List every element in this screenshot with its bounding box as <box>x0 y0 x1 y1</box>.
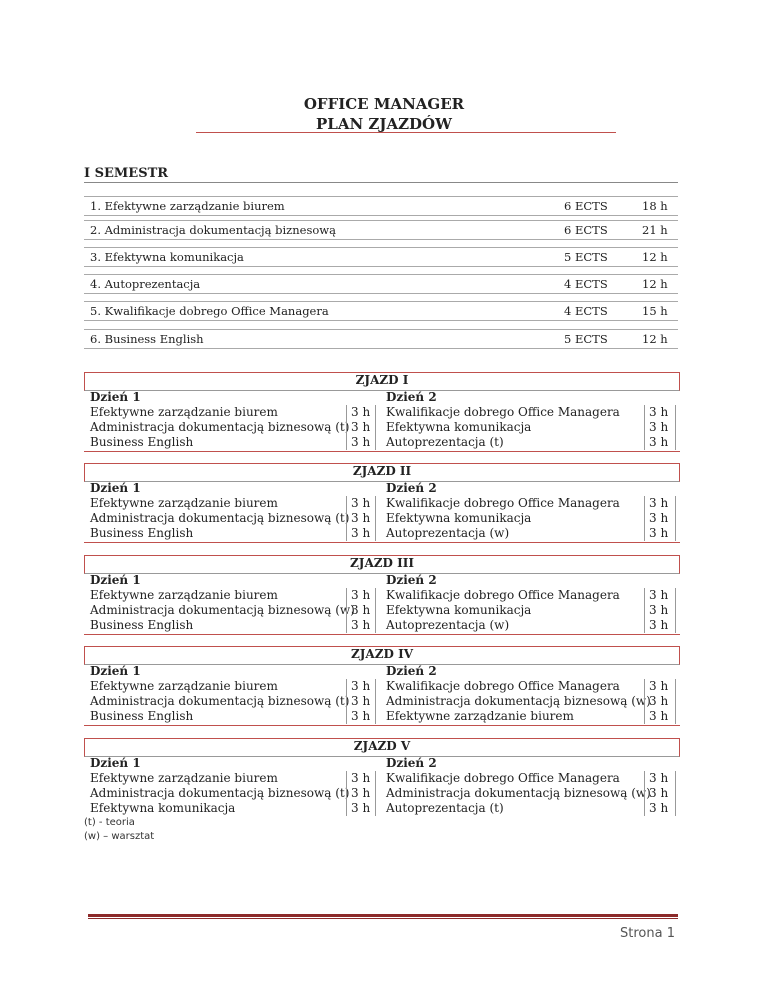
day2-hours: 3 h <box>644 435 676 450</box>
day1-hours: 3 h <box>346 679 376 694</box>
course-row <box>84 329 678 349</box>
day2-subject: Autoprezentacja (t) <box>386 435 504 449</box>
schedule-row <box>84 496 680 511</box>
day1-hours: 3 h <box>346 786 376 801</box>
day2-hours: 3 h <box>644 694 676 709</box>
zjazd-block <box>84 646 680 726</box>
title-divider <box>196 132 616 133</box>
day1-subject: Business English <box>90 618 194 632</box>
day1-hours: 3 h <box>346 618 376 633</box>
zjazd-block <box>84 738 680 818</box>
day2-label: Dzień 2 <box>386 390 437 404</box>
day1-subject: Efektywne zarządzanie biurem <box>90 679 278 693</box>
zjazd-block <box>84 372 680 452</box>
day1-hours: 3 h <box>346 435 376 450</box>
zjazd-divider <box>84 542 680 543</box>
day1-hours: 3 h <box>346 603 376 618</box>
day2-hours: 3 h <box>644 709 676 724</box>
day1-label: Dzień 1 <box>90 573 141 587</box>
day1-subject: Administracja dokumentacją biznesową (w) <box>90 603 355 617</box>
day2-label: Dzień 2 <box>386 481 437 495</box>
day2-hours: 3 h <box>644 786 676 801</box>
document-subtitle: PLAN ZJAZDÓW <box>316 115 452 133</box>
course-hours: 12 h <box>642 250 668 264</box>
day1-subject: Administracja dokumentacją biznesową (t) <box>90 420 350 434</box>
day1-subject: Efektywna komunikacja <box>90 801 236 815</box>
course-name: 4. Autoprezentacja <box>90 277 201 291</box>
zjazd-title: ZJAZD I <box>355 373 409 387</box>
day1-hours: 3 h <box>346 694 376 709</box>
day1-hours: 3 h <box>346 771 376 786</box>
day2-subject: Kwalifikacje dobrego Office Managera <box>386 771 620 785</box>
day2-label: Dzień 2 <box>386 573 437 587</box>
day1-hours: 3 h <box>346 709 376 724</box>
day2-subject: Efektywna komunikacja <box>386 511 532 525</box>
day2-subject: Efektywna komunikacja <box>386 603 532 617</box>
schedule-row <box>84 511 680 526</box>
schedule-row <box>84 786 680 801</box>
day1-hours: 3 h <box>346 405 376 420</box>
course-name: 5. Kwalifikacje dobrego Office Managera <box>90 304 329 318</box>
zjazd-divider <box>84 725 680 726</box>
day2-hours: 3 h <box>644 511 676 526</box>
course-hours: 15 h <box>642 304 668 318</box>
day2-hours: 3 h <box>644 420 676 435</box>
course-hours: 12 h <box>642 277 668 291</box>
zjazd-block <box>84 555 680 635</box>
course-ects: 5 ECTS <box>564 332 608 346</box>
course-ects: 6 ECTS <box>564 223 608 237</box>
day2-subject: Efektywna komunikacja <box>386 420 532 434</box>
day1-label: Dzień 1 <box>90 481 141 495</box>
day1-hours: 3 h <box>346 801 376 816</box>
day1-subject: Administracja dokumentacją biznesową (t) <box>90 511 350 525</box>
day2-subject: Kwalifikacje dobrego Office Managera <box>386 588 620 602</box>
schedule-row <box>84 694 680 709</box>
course-row <box>84 274 678 294</box>
zjazd-title: ZJAZD II <box>352 464 412 478</box>
day1-subject: Efektywne zarządzanie biurem <box>90 588 278 602</box>
course-row <box>84 220 678 240</box>
document-title: OFFICE MANAGER <box>303 95 465 113</box>
day2-hours: 3 h <box>644 405 676 420</box>
course-row <box>84 247 678 267</box>
schedule-row <box>84 801 680 816</box>
day2-label: Dzień 2 <box>386 756 437 770</box>
course-hours: 21 h <box>642 223 668 237</box>
zjazd-block <box>84 463 680 543</box>
schedule-row <box>84 679 680 694</box>
day1-subject: Business English <box>90 526 194 540</box>
day1-subject: Business English <box>90 709 194 723</box>
day1-subject: Administracja dokumentacją biznesową (t) <box>90 694 350 708</box>
schedule-row <box>84 709 680 724</box>
zjazd-title: ZJAZD III <box>350 556 414 570</box>
day2-subject: Autoprezentacja (w) <box>386 618 510 632</box>
footer-divider <box>88 914 678 917</box>
day1-hours: 3 h <box>346 588 376 603</box>
day2-hours: 3 h <box>644 771 676 786</box>
course-hours: 18 h <box>642 199 668 213</box>
day1-label: Dzień 1 <box>90 664 141 678</box>
course-row <box>84 196 678 216</box>
day2-subject: Efektywne zarządzanie biurem <box>386 709 574 723</box>
legend-workshop: (w) – warsztat <box>84 831 155 842</box>
course-name: 6. Business English <box>90 332 204 346</box>
day1-subject: Efektywne zarządzanie biurem <box>90 496 278 510</box>
page-number: Strona 1 <box>620 926 675 941</box>
day1-subject: Efektywne zarządzanie biurem <box>90 405 278 419</box>
day2-hours: 3 h <box>644 588 676 603</box>
day1-hours: 3 h <box>346 526 376 541</box>
day2-subject: Kwalifikacje dobrego Office Managera <box>386 496 620 510</box>
day1-subject: Efektywne zarządzanie biurem <box>90 771 278 785</box>
day2-hours: 3 h <box>644 801 676 816</box>
semester-divider <box>84 182 678 183</box>
day2-subject: Kwalifikacje dobrego Office Managera <box>386 405 620 419</box>
day2-subject: Autoprezentacja (t) <box>386 801 504 815</box>
day2-hours: 3 h <box>644 496 676 511</box>
day2-hours: 3 h <box>644 526 676 541</box>
schedule-row <box>84 618 680 633</box>
schedule-row <box>84 405 680 420</box>
day2-label: Dzień 2 <box>386 664 437 678</box>
day1-label: Dzień 1 <box>90 756 141 770</box>
semester-label: I SEMESTR <box>84 166 169 181</box>
course-ects: 5 ECTS <box>564 250 608 264</box>
course-name: 1. Efektywne zarządzanie biurem <box>90 199 285 213</box>
course-name: 2. Administracja dokumentacją biznesową <box>90 223 336 237</box>
day1-subject: Business English <box>90 435 194 449</box>
zjazd-title: ZJAZD V <box>353 739 411 753</box>
day2-hours: 3 h <box>644 618 676 633</box>
schedule-row <box>84 420 680 435</box>
course-name: 3. Efektywna komunikacja <box>90 250 244 264</box>
schedule-row <box>84 603 680 618</box>
zjazd-title: ZJAZD IV <box>350 647 413 661</box>
day2-subject: Administracja dokumentacją biznesową (w) <box>386 786 651 800</box>
zjazd-divider <box>84 451 680 452</box>
day2-subject: Autoprezentacja (w) <box>386 526 510 540</box>
schedule-row <box>84 588 680 603</box>
day1-hours: 3 h <box>346 420 376 435</box>
day2-subject: Administracja dokumentacją biznesową (w) <box>386 694 651 708</box>
footer-divider-thin <box>88 918 678 919</box>
legend-theory: (t) - teoria <box>84 817 135 828</box>
day2-hours: 3 h <box>644 679 676 694</box>
day1-hours: 3 h <box>346 496 376 511</box>
schedule-row <box>84 435 680 450</box>
schedule-row <box>84 771 680 786</box>
course-ects: 4 ECTS <box>564 304 608 318</box>
course-row <box>84 301 678 321</box>
day2-hours: 3 h <box>644 603 676 618</box>
schedule-row <box>84 526 680 541</box>
course-ects: 6 ECTS <box>564 199 608 213</box>
day1-subject: Administracja dokumentacją biznesową (t) <box>90 786 350 800</box>
zjazd-divider <box>84 634 680 635</box>
day2-subject: Kwalifikacje dobrego Office Managera <box>386 679 620 693</box>
day1-hours: 3 h <box>346 511 376 526</box>
course-ects: 4 ECTS <box>564 277 608 291</box>
day1-label: Dzień 1 <box>90 390 141 404</box>
course-hours: 12 h <box>642 332 668 346</box>
